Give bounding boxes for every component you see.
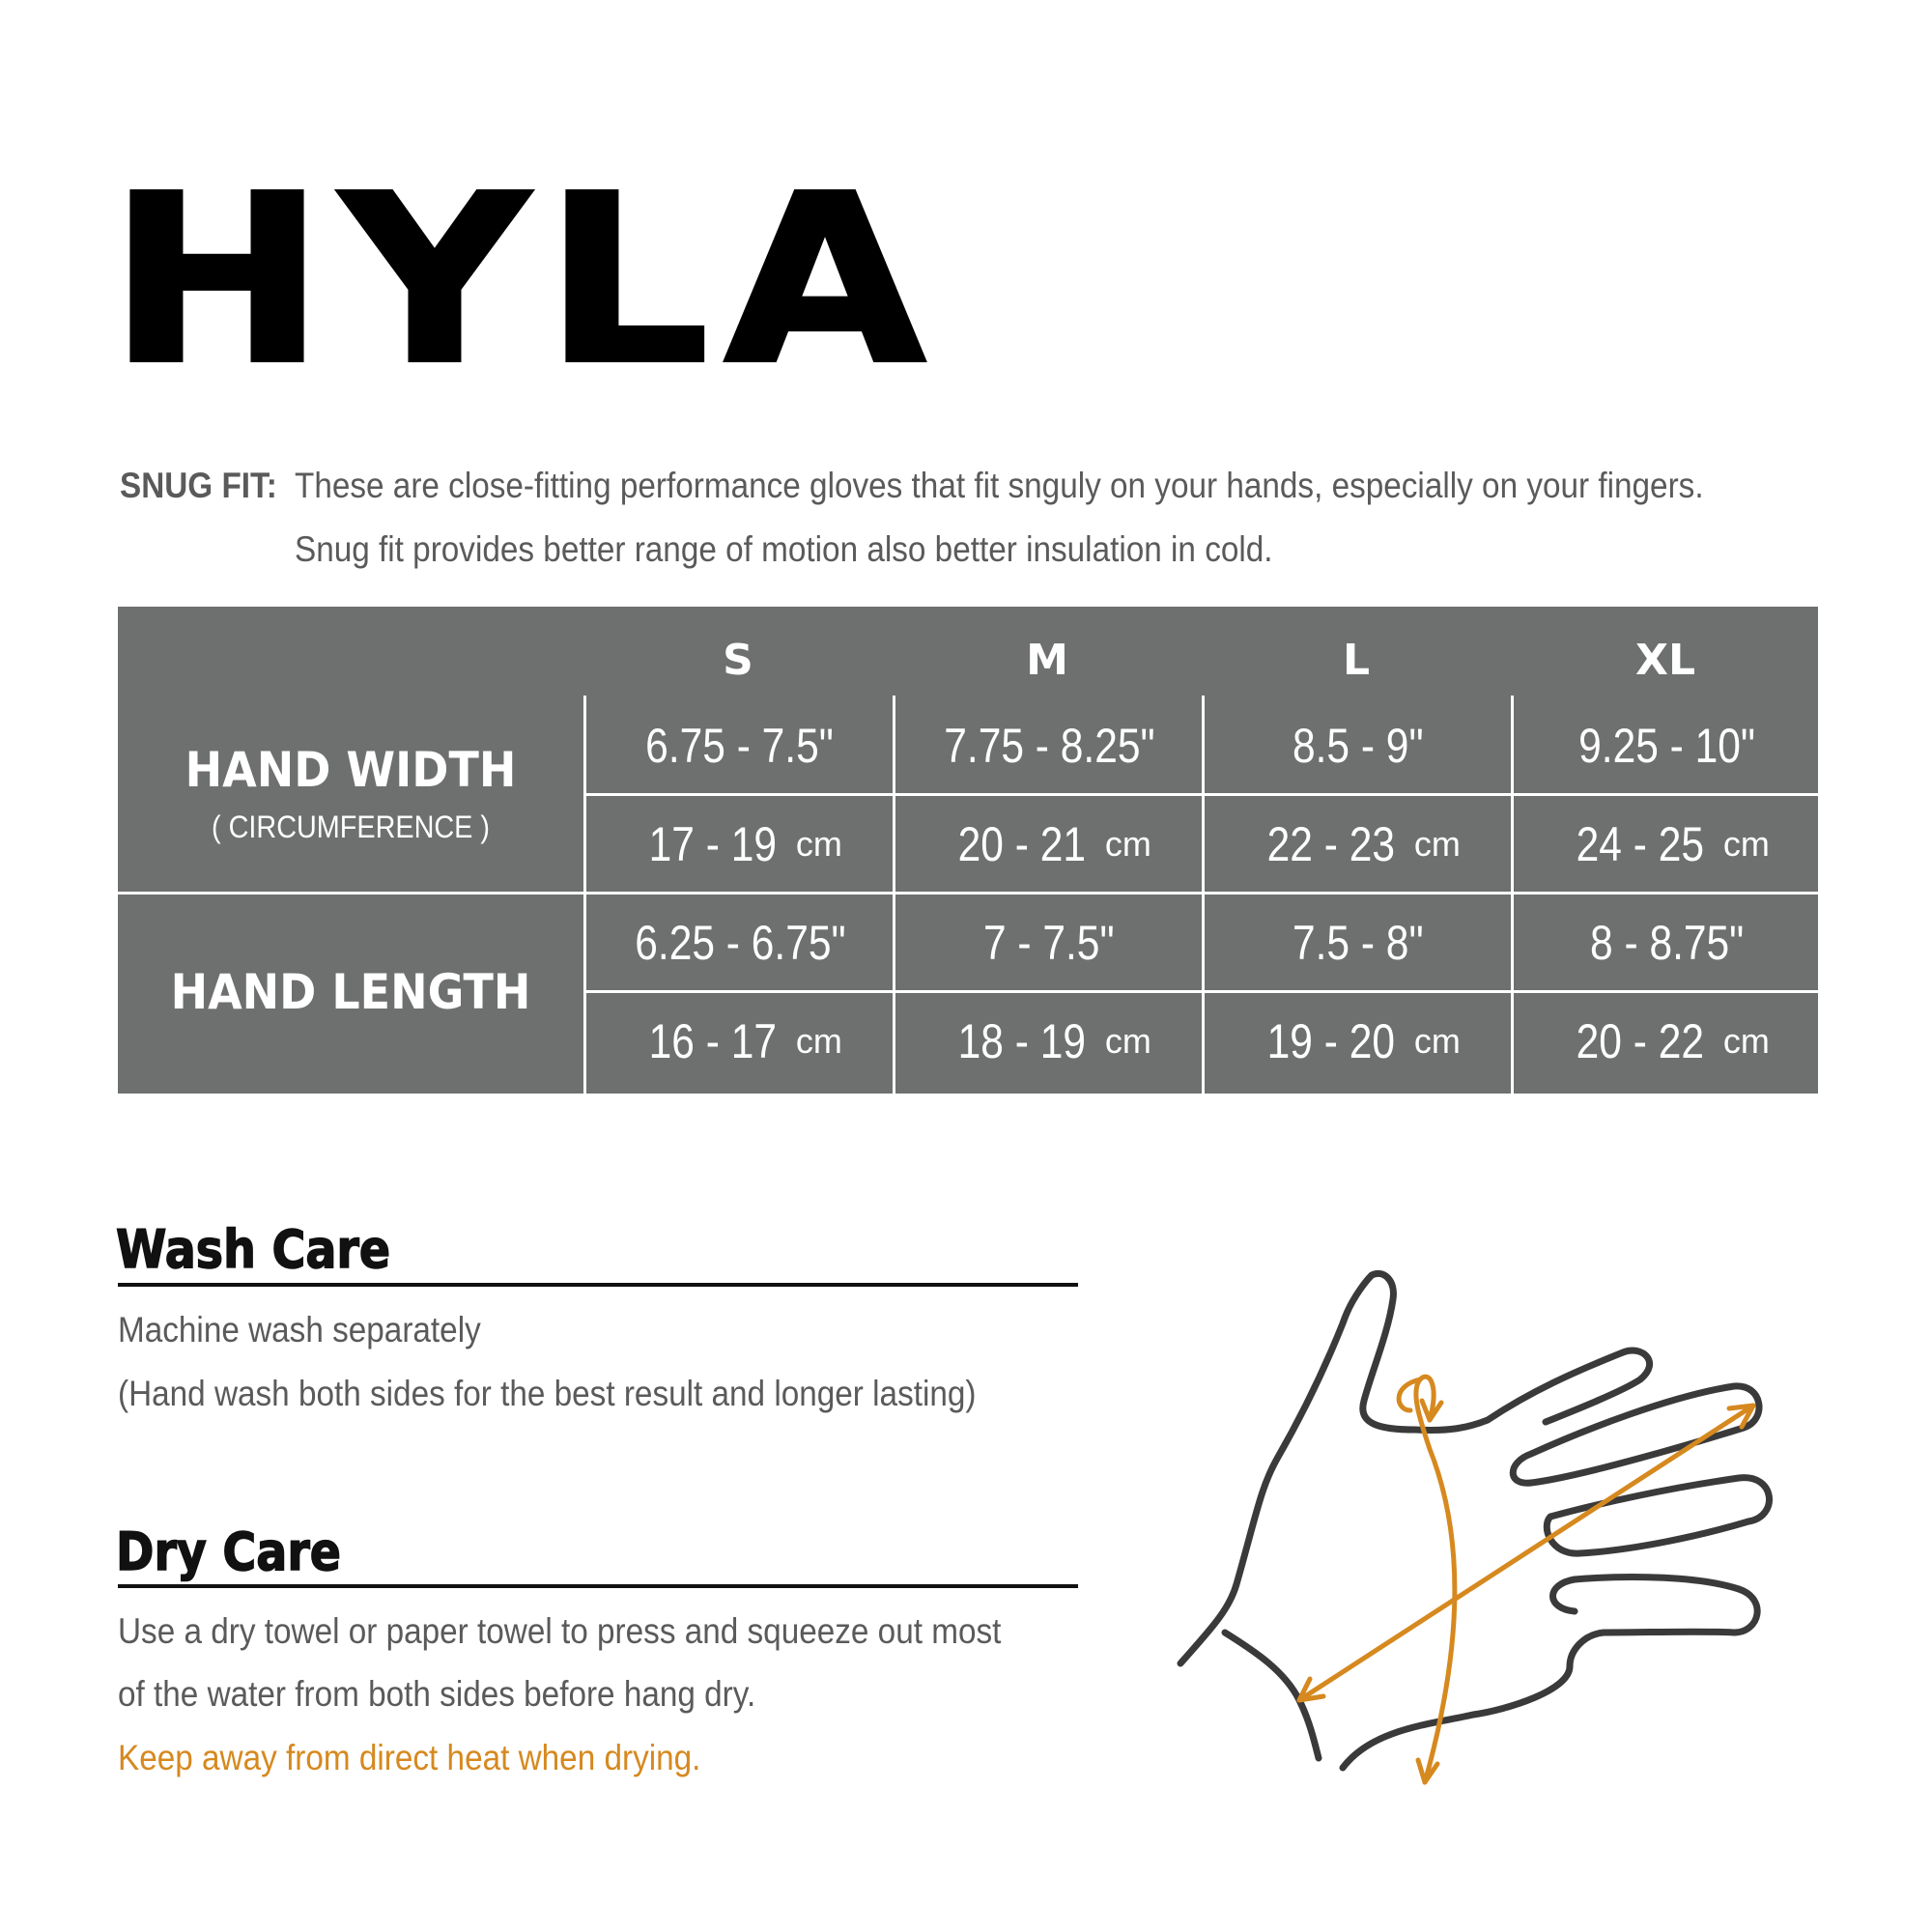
size-header-xl: XL: [1635, 636, 1695, 685]
table-cell: 6.25 - 6.75": [634, 916, 846, 970]
wash-care-line1: Machine wash separately: [118, 1310, 481, 1350]
size-header-s: S: [723, 636, 753, 685]
table-cell: 8 - 8.75": [1590, 916, 1745, 970]
table-cell: 17 - 19 cm: [648, 817, 842, 871]
table-cell: 18 - 19 cm: [957, 1014, 1151, 1068]
table-cell: 7.75 - 8.25": [943, 719, 1155, 773]
fit-description-line1: These are close-fitting performance gloves that fit snguly on your hands, especially on your fingers.: [295, 466, 1704, 505]
brand-logo: HYLA: [108, 145, 941, 415]
fit-description-line2: Snug fit provides better range of motion also better insulation in cold.: [295, 529, 1273, 569]
row-subtitle-circumference: ( CIRCUMFERENCE ): [212, 810, 490, 844]
table-cell: 7 - 7.5": [983, 916, 1115, 970]
dry-care-warning: Keep away from direct heat when drying.: [118, 1738, 701, 1777]
table-cell: 19 - 20 cm: [1266, 1014, 1461, 1068]
table-cell: 7.5 - 8": [1293, 916, 1424, 970]
hand-measure-icon: [1159, 1256, 1787, 1797]
dry-care-line2: of the water from both sides before hang dry.: [118, 1674, 756, 1714]
dry-care-title: Dry Care: [116, 1521, 342, 1582]
fit-label: SNUG FIT:: [120, 466, 277, 505]
dry-care-line1: Use a dry towel or paper towel to press and squeeze out most: [118, 1611, 1002, 1651]
row-title-hand-length: HAND LENGTH: [170, 964, 531, 1020]
wash-care-line2: (Hand wash both sides for the best result and longer lasting): [118, 1374, 977, 1413]
table-cell: 8.5 - 9": [1293, 719, 1424, 773]
hand-outline: [1180, 1273, 1770, 1768]
wash-care-divider: [118, 1283, 1078, 1287]
table-cell: 9.25 - 10": [1578, 719, 1756, 773]
length-arrow: [1299, 1406, 1753, 1700]
table-cell: 20 - 22 cm: [1576, 1014, 1770, 1068]
size-chart-table: [118, 607, 1818, 1094]
size-header-m: M: [1026, 636, 1068, 685]
dry-care-divider: [118, 1584, 1078, 1588]
table-cell: 22 - 23 cm: [1266, 817, 1461, 871]
table-cell: 16 - 17 cm: [648, 1014, 842, 1068]
size-header-l: L: [1342, 636, 1371, 685]
row-title-hand-width: HAND WIDTH: [185, 742, 517, 798]
table-cell: 6.75 - 7.5": [645, 719, 835, 773]
table-cell: 24 - 25 cm: [1576, 817, 1770, 871]
table-cell: 20 - 21 cm: [957, 817, 1151, 871]
wash-care-title: Wash Care: [116, 1219, 391, 1280]
